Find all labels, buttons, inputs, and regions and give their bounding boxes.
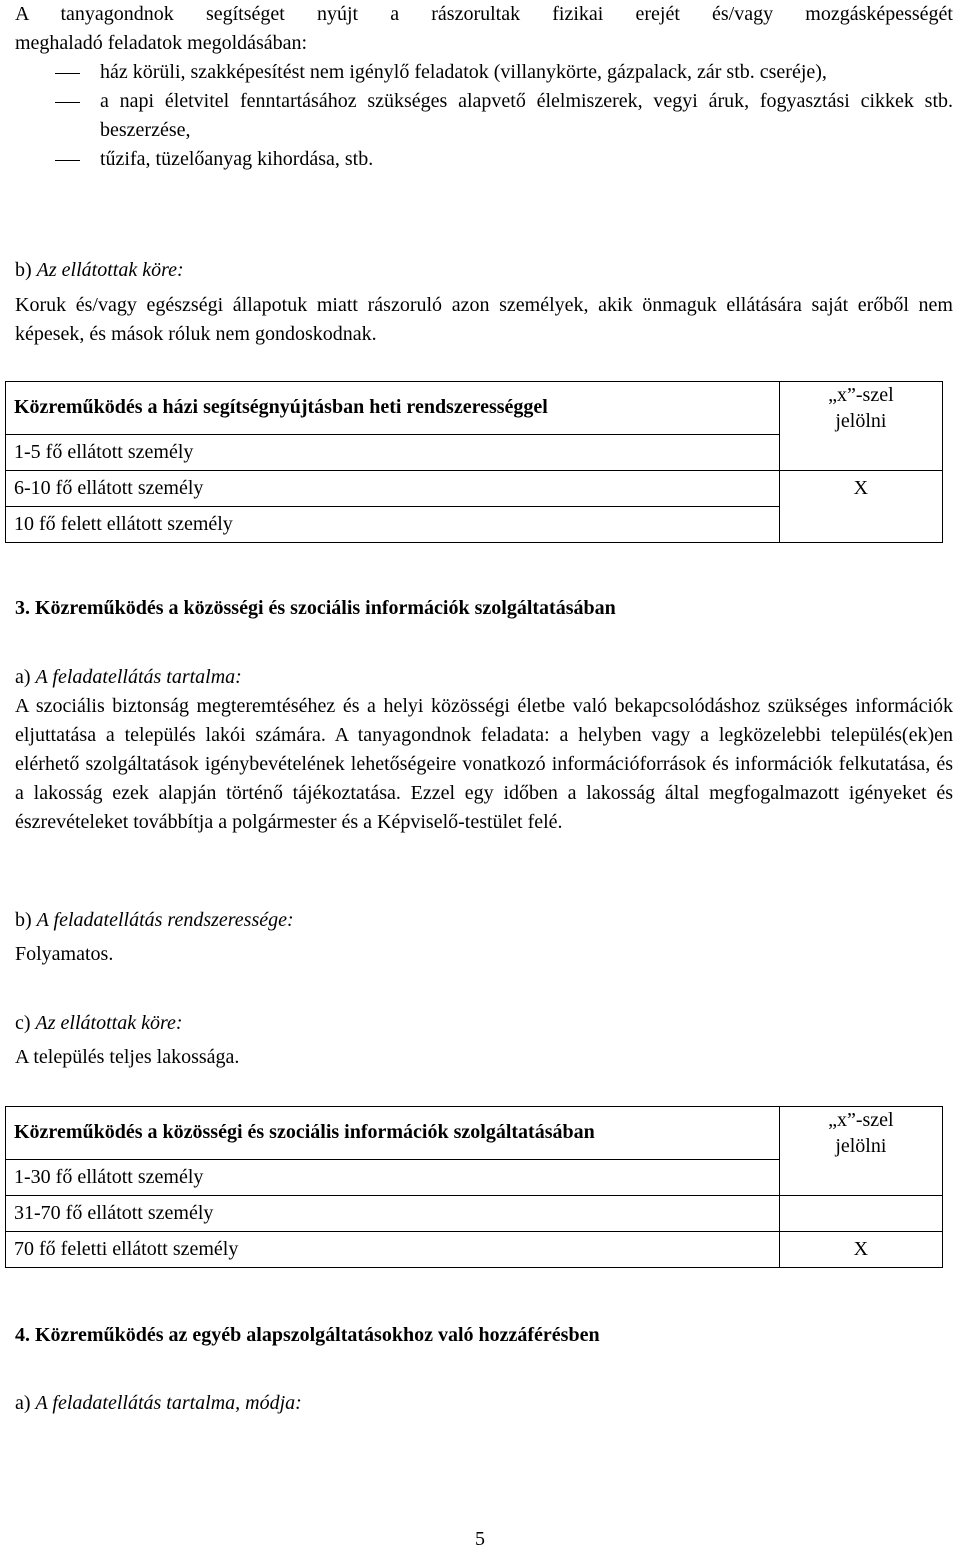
mark-header-line-1: „x”-szel <box>828 384 894 406</box>
list-item-text: a napi életvitel fenntartásához szükséges alapvető élelmiszerek, vegyi áruk, fogyasztási cikkek stb. beszerzése, <box>100 90 953 141</box>
mark-header-line-2: jelölni <box>835 410 887 432</box>
section-3b-heading-text: A feladatellátás rendszeressége: <box>36 909 294 931</box>
section-4 <box>15 1321 953 1350</box>
intro-paragraph <box>15 0 953 58</box>
section-b-heading-display: Az ellátottak köre: <box>36 259 184 281</box>
row-mark <box>779 434 942 470</box>
section-3a-heading-text: A feladatellátás tartalma: <box>35 666 242 688</box>
table-row <box>6 506 943 542</box>
page-number: 5 <box>475 1528 485 1550</box>
list-item-text: tűzifa, tüzelőanyag kihordása, stb. <box>100 148 374 170</box>
section-3a-text: A szociális biztonság megteremtéséhez és a helyi közösségi életbe való bekapcsolódáshoz szükséges információk eljuttatása a település lakói számára. A tanyagondnok feladata: a helyben vagy a legközelebbi település(ek)en elérhető szolgáltatások igénybevételének lehetőségeire vonatkozó információforrások és információk felkutatása, és a lakosság ezek alapján történő tájékoztatása. Ezzel egy időben a lakosság által megfogalmazott igényeket és észrevételeket továbbítja a polgármester és a Képviselő-testület felé. <box>15 695 953 833</box>
table-row <box>6 470 943 506</box>
row-label: 31-70 fő ellátott személy <box>6 1195 780 1231</box>
row-label: 10 fő felett ellátott személy <box>6 506 780 542</box>
mark-header-line-1: „x”-szel <box>828 1109 894 1131</box>
list-item <box>15 145 953 174</box>
dash-bullet-icon <box>55 145 80 146</box>
row-mark <box>779 506 942 542</box>
intro-line-1: A tanyagondnok segítséget nyújt a rászorultak fizikai erejét és/vagy mozgásképességét <box>15 3 953 25</box>
row-label: 6-10 fő ellátott személy <box>6 470 780 506</box>
task-list <box>15 58 953 174</box>
section-4-heading: 4. Közreműködés az egyéb alapszolgáltatásokhoz való hozzáférésben <box>15 1324 600 1346</box>
table-row <box>6 1195 943 1231</box>
table-header-row <box>6 1107 943 1160</box>
mark-header-line-2: jelölni <box>835 1135 887 1157</box>
section-3c <box>15 1009 953 1072</box>
row-mark: X <box>779 470 942 506</box>
row-mark <box>779 1159 942 1195</box>
section-3a <box>15 663 953 837</box>
table-header: Közreműködés a házi segítségnyújtásban heti rendszerességgel <box>6 382 780 435</box>
list-item <box>15 58 953 87</box>
mark-header <box>779 1107 942 1160</box>
row-mark: X <box>779 1231 942 1267</box>
section-b <box>15 256 953 285</box>
section-3c-text: A település teljes lakossága. <box>15 1046 240 1068</box>
intro-line-2: meghaladó feladatok megoldásában: <box>15 32 308 54</box>
section-3b-text: Folyamatos. <box>15 943 114 965</box>
section-3a-heading: a) A feladatellátás tartalma: <box>15 666 242 688</box>
section-3c-heading-text: Az ellátottak köre: <box>35 1012 183 1034</box>
dash-bullet-icon <box>55 87 80 88</box>
service-table-1 <box>5 381 943 543</box>
list-item-text: ház körüli, szakképesítést nem igénylő feladatok (villanykörte, gázpalack, zár stb. cseréje), <box>100 61 827 83</box>
table-header: Közreműködés a közösségi és szociális információk szolgáltatásában <box>6 1107 780 1160</box>
service-table-2 <box>5 1106 943 1268</box>
table-row <box>6 1159 943 1195</box>
row-mark <box>779 1195 942 1231</box>
section-3c-heading: c) Az ellátottak köre: <box>15 1012 183 1034</box>
section-b-body <box>15 291 953 349</box>
table-row <box>6 434 943 470</box>
row-label: 1-5 fő ellátott személy <box>6 434 780 470</box>
section-3-heading: 3. Közreműködés a közösségi és szociális információk szolgáltatásában <box>15 597 616 619</box>
section-4a-heading-text: A feladatellátás tartalma, módja: <box>35 1392 302 1414</box>
section-3b <box>15 906 953 969</box>
row-label: 70 fő feletti ellátott személy <box>6 1231 780 1267</box>
section-3 <box>15 594 953 623</box>
section-4a <box>15 1389 953 1418</box>
mark-header <box>779 382 942 435</box>
row-label: 1-30 fő ellátott személy <box>6 1159 780 1195</box>
table-row <box>6 1231 943 1267</box>
dash-bullet-icon <box>55 58 80 59</box>
table-header-row <box>6 382 943 435</box>
section-b-text: Koruk és/vagy egészségi állapotuk miatt rászoruló azon személyek, akik önmaguk ellátására saját erőből nem képesek, és mások róluk nem gondoskodnak. <box>15 294 953 345</box>
section-4a-heading: a) A feladatellátás tartalma, módja: <box>15 1392 302 1414</box>
list-item <box>15 87 953 145</box>
section-b-heading: b) Az ellátottak köre: <box>15 259 184 281</box>
section-3b-heading: b) A feladatellátás rendszeressége: <box>15 909 294 931</box>
